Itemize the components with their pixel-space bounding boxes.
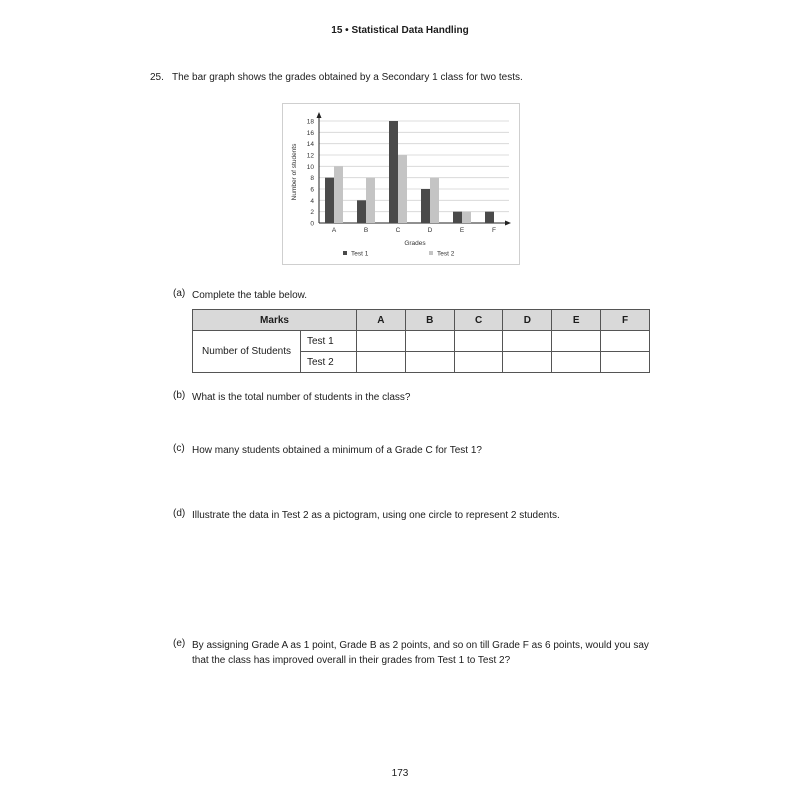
question-text: The bar graph shows the grades obtained by a Secondary 1 class for two tests. <box>172 72 523 83</box>
bar-test-1-e <box>453 212 462 223</box>
y-tick-label: 8 <box>310 175 314 183</box>
y-tick-label: 12 <box>306 152 314 160</box>
question-number: 25. <box>150 72 164 83</box>
table-col-header: E <box>552 310 601 331</box>
y-tick-label: 14 <box>306 141 314 149</box>
y-axis-arrow <box>317 112 322 118</box>
table-answer-cell[interactable] <box>357 352 406 373</box>
x-tick-label: D <box>427 227 433 234</box>
bar-test-2-d <box>430 178 439 223</box>
part-e-text: By assigning Grade A as 1 point, Grade B as 2 points, and so on till Grade F as 6 points, would you say that the class has improved overall in their grades from Test 1 to Test 2? <box>192 640 649 666</box>
table-answer-cell[interactable] <box>405 352 454 373</box>
part-a-text: Complete the table below. <box>192 290 308 301</box>
table-answer-cell[interactable] <box>454 331 503 352</box>
legend-label: Test 2 <box>437 250 455 258</box>
table-header-row <box>193 310 650 331</box>
y-axis-label: Number of students <box>291 143 298 201</box>
table-answer-cell[interactable] <box>405 331 454 352</box>
table-answer-cell[interactable] <box>601 331 650 352</box>
y-tick-label: 16 <box>306 129 314 137</box>
x-tick-label: C <box>395 227 401 234</box>
table-row <box>193 331 650 352</box>
table-answer-cell[interactable] <box>503 352 552 373</box>
table-answer-cell[interactable] <box>357 331 406 352</box>
part-c-text: How many students obtained a minimum of a Grade C for Test 1? <box>192 445 482 456</box>
table-answer-cell[interactable] <box>503 331 552 352</box>
x-tick-label: F <box>492 227 496 234</box>
bar-test-1-d <box>421 189 430 223</box>
bar-test-1-a <box>325 178 334 223</box>
y-tick-label: 6 <box>310 186 314 194</box>
bar-test-2-a <box>334 166 343 223</box>
table-answer-cell[interactable] <box>454 352 503 373</box>
legend-swatch <box>343 251 347 255</box>
part-a-label: (a) <box>173 288 186 299</box>
table-answer-cell[interactable] <box>552 331 601 352</box>
table-header-marks: Marks <box>193 310 357 331</box>
bar-test-1-b <box>357 200 366 223</box>
legend-label: Test 1 <box>351 250 369 258</box>
table-col-header: D <box>503 310 552 331</box>
x-axis-label: Grades <box>404 240 426 247</box>
bar-test-1-c <box>389 121 398 223</box>
marks-table <box>192 309 650 373</box>
table-answer-cell[interactable] <box>552 352 601 373</box>
table-col-header: B <box>405 310 454 331</box>
table-answer-cell[interactable] <box>601 352 650 373</box>
part-b-label: (b) <box>173 390 186 401</box>
table-col-header: A <box>357 310 406 331</box>
table-row-label: Number of Students <box>193 331 301 373</box>
part-e-label: (e) <box>173 638 186 649</box>
table-col-header: F <box>601 310 650 331</box>
x-tick-label: A <box>331 227 337 234</box>
x-tick-label: B <box>363 227 369 234</box>
table-test-label: Test 2 <box>301 352 357 373</box>
part-d-text: Illustrate the data in Test 2 as a pictogram, using one circle to represent 2 students. <box>192 510 560 521</box>
table-test-label: Test 1 <box>301 331 357 352</box>
part-d-label: (d) <box>173 508 186 519</box>
y-tick-label: 18 <box>306 118 314 126</box>
bar-chart-svg <box>283 104 519 264</box>
bar-test-2-e <box>462 212 471 223</box>
part-b-text: What is the total number of students in the class? <box>192 392 411 403</box>
y-tick-label: 10 <box>306 163 314 171</box>
page-header: 15 • Statistical Data Handling <box>331 25 469 36</box>
bar-test-1-f <box>485 212 494 223</box>
x-axis-arrow <box>505 221 511 226</box>
y-tick-label: 4 <box>310 197 314 205</box>
bar-test-2-c <box>398 155 407 223</box>
bar-test-2-b <box>366 178 375 223</box>
legend-swatch <box>429 251 433 255</box>
table-col-header: C <box>454 310 503 331</box>
part-c-label: (c) <box>173 443 185 454</box>
y-tick-label: 0 <box>310 220 314 228</box>
x-tick-label: E <box>459 227 465 234</box>
page-number: 173 <box>391 768 409 779</box>
bar-chart <box>282 103 520 265</box>
y-tick-label: 2 <box>310 209 314 217</box>
